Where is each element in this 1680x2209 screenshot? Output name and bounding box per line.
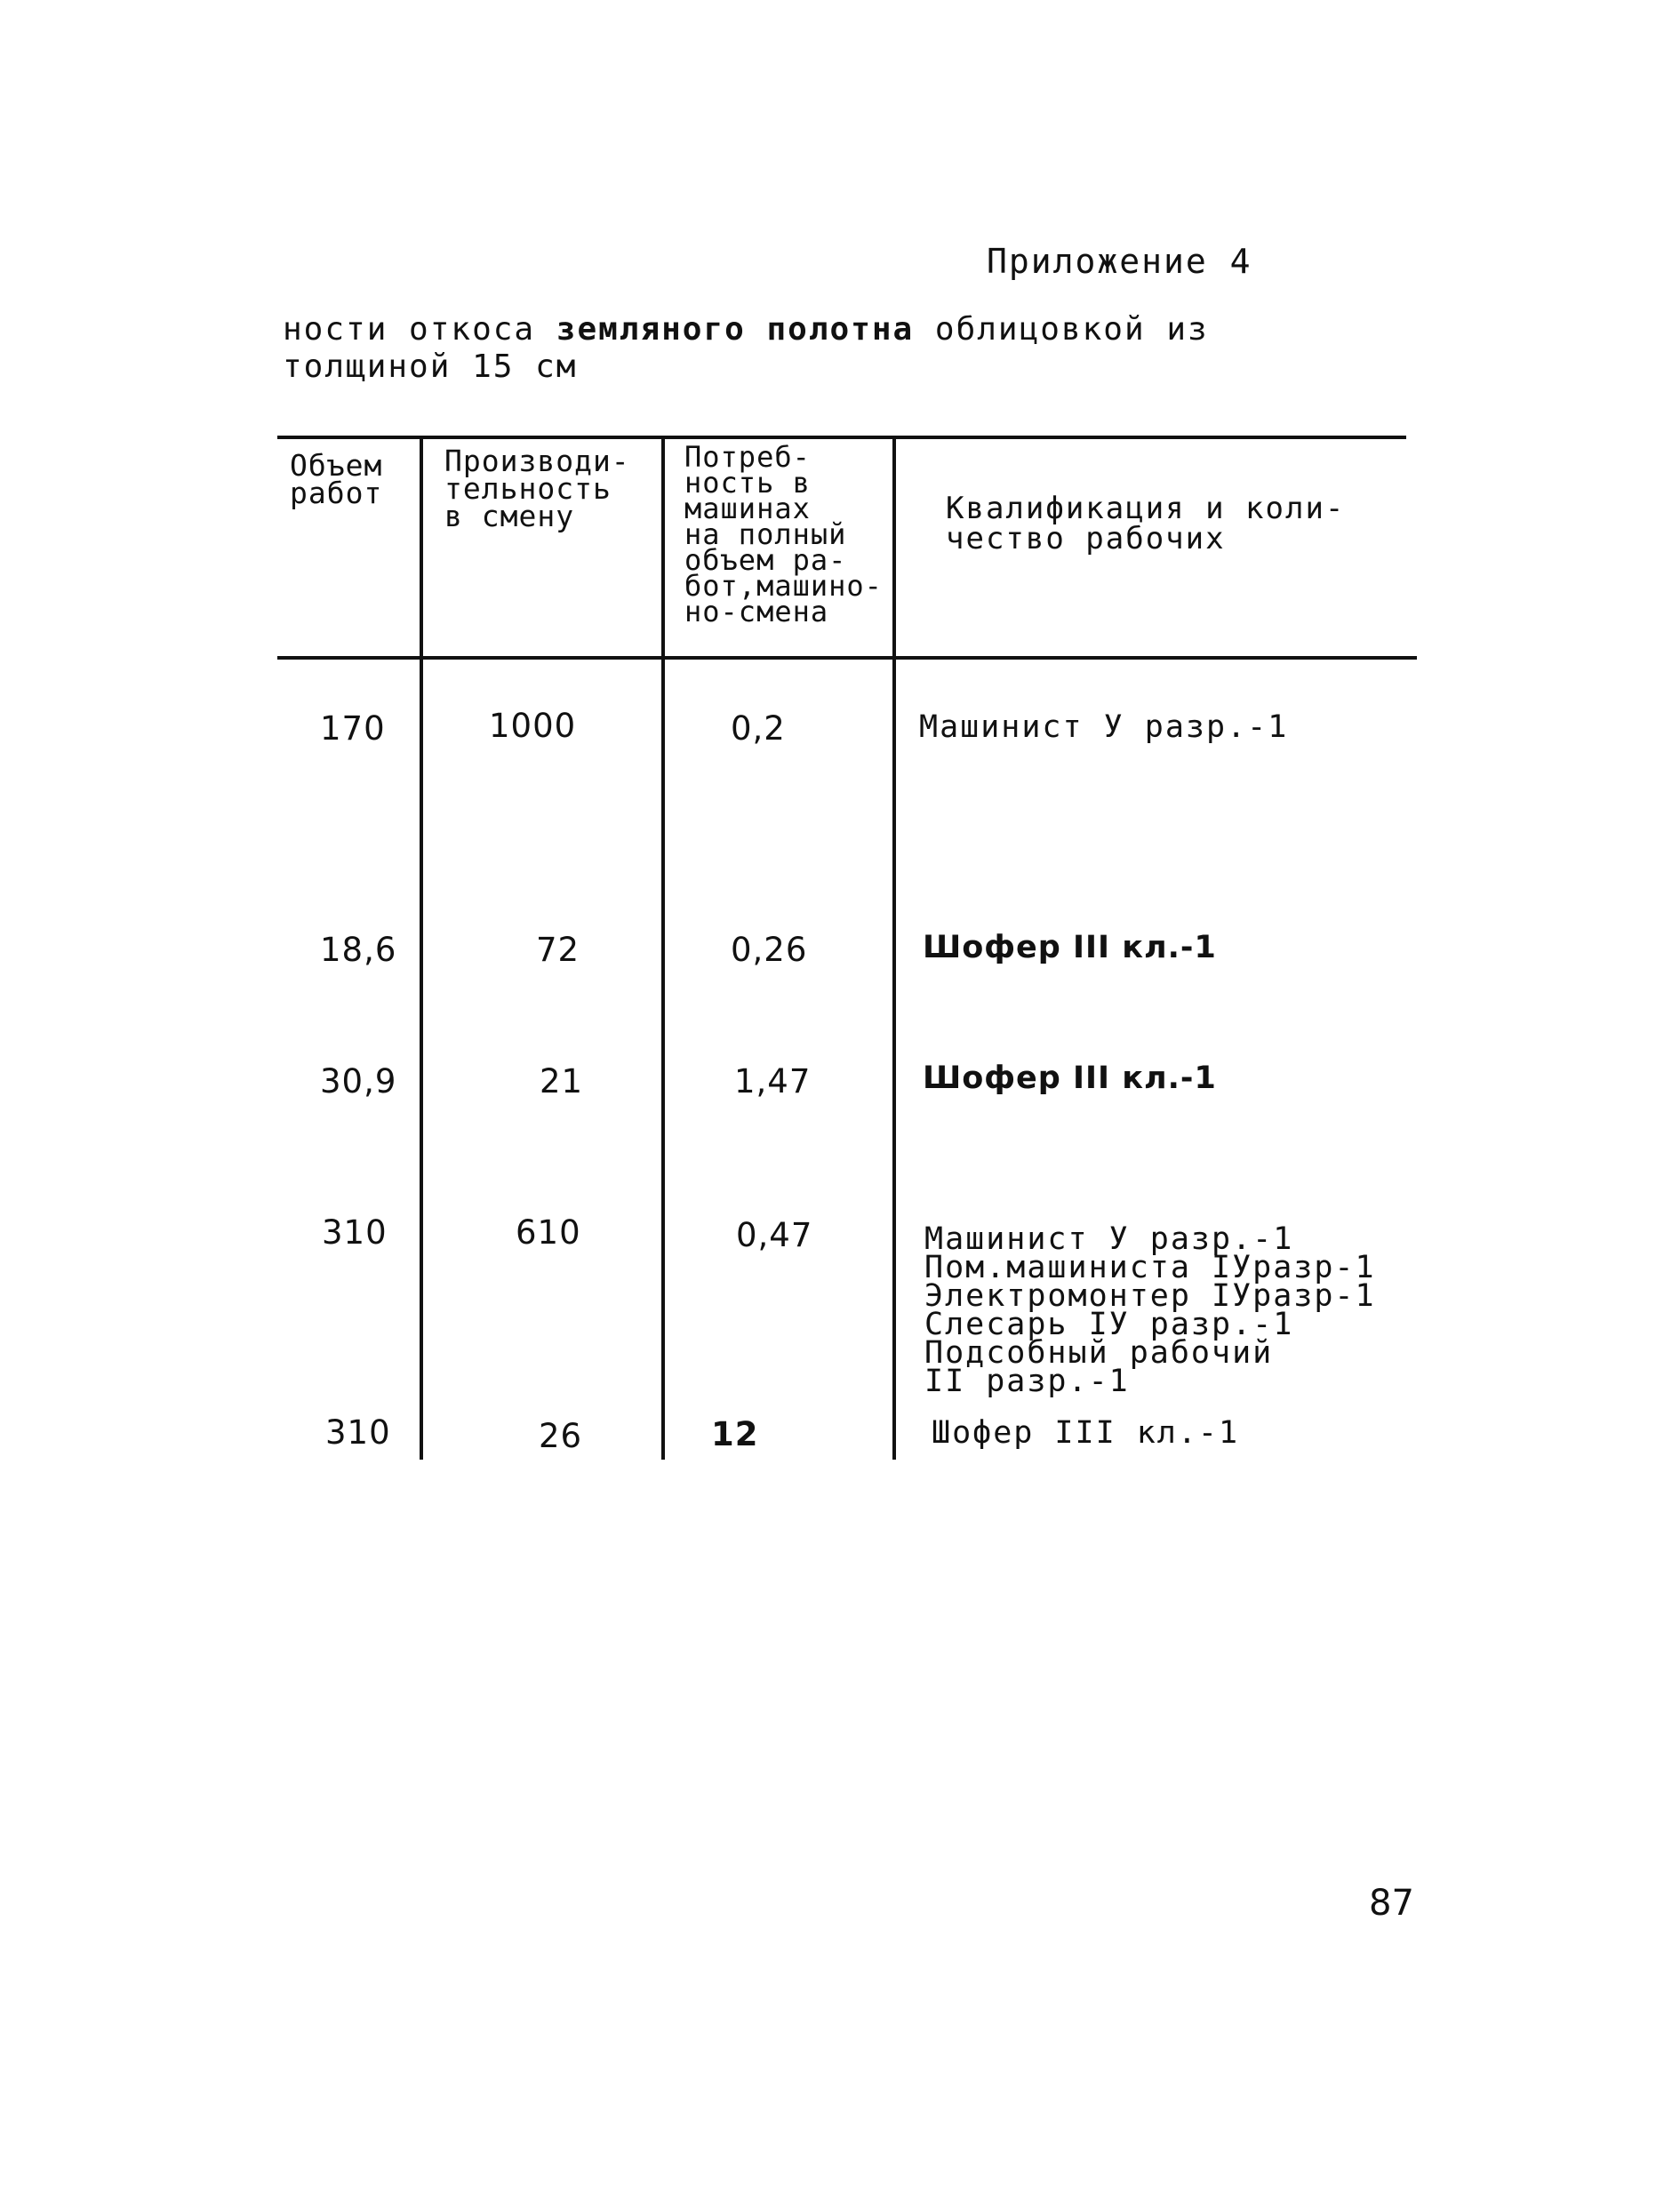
row-1-volume: 170	[320, 709, 386, 748]
row-2-volume: 18,6	[320, 931, 397, 969]
row-1-productivity: 1000	[489, 707, 577, 745]
table-header-rule	[277, 656, 1417, 660]
row-4-need: 0,47	[736, 1216, 813, 1254]
row-2-qualification: Шофер III кл.-1	[923, 930, 1217, 965]
row-4-productivity: 610	[516, 1213, 581, 1252]
column-divider-2	[661, 437, 665, 1460]
row-5-productivity: 26	[539, 1417, 583, 1455]
row-1-qualification: Машинист У разр.-1	[919, 709, 1289, 745]
column-header-productivity: Производи- тельность в смену	[444, 444, 630, 533]
row-3-qualification: Шофер III кл.-1	[923, 1060, 1217, 1096]
table-top-rule	[277, 436, 1406, 439]
column-divider-1	[420, 437, 423, 1460]
subtitle-part-a: ности откоса	[283, 311, 556, 348]
row-2-productivity: 72	[536, 931, 580, 969]
row-2-need: 0,26	[731, 931, 808, 969]
row-4-qualification: Машинист У разр.-1 Пом.машиниста IУразр-1 Электромонтер IУразр-1 Слесарь IУ разр.-1 Подсобный рабочий II разр.-1	[924, 1221, 1376, 1399]
appendix-label: Приложение 4	[987, 242, 1252, 281]
row-4-volume: 310	[322, 1213, 388, 1252]
row-3-volume: 30,9	[320, 1062, 397, 1100]
subtitle-part-b: земляного полотна	[556, 311, 915, 348]
row-5-qualification: Шофер III кл.-1	[932, 1415, 1240, 1451]
row-5-volume: 310	[325, 1413, 391, 1452]
column-header-machine-need: Потреб- ность в машинах на полный объем ра- бот,машино- но-смена	[684, 440, 883, 628]
column-divider-3	[892, 437, 896, 1460]
subtitle-line-2: толщиной 15 см	[283, 348, 578, 385]
row-3-need: 1,47	[734, 1062, 812, 1100]
subtitle-part-c: облицовкой из	[914, 311, 1209, 348]
table-subtitle	[283, 311, 1438, 386]
column-header-qualification: Квалификация и коли- чество рабочих	[946, 491, 1346, 556]
row-1-need: 0,2	[731, 709, 786, 748]
row-3-productivity: 21	[540, 1062, 584, 1100]
row-5-need: 12	[711, 1415, 759, 1453]
column-header-volume: Объем работ	[290, 448, 383, 510]
page-number: 87	[1369, 1883, 1414, 1924]
